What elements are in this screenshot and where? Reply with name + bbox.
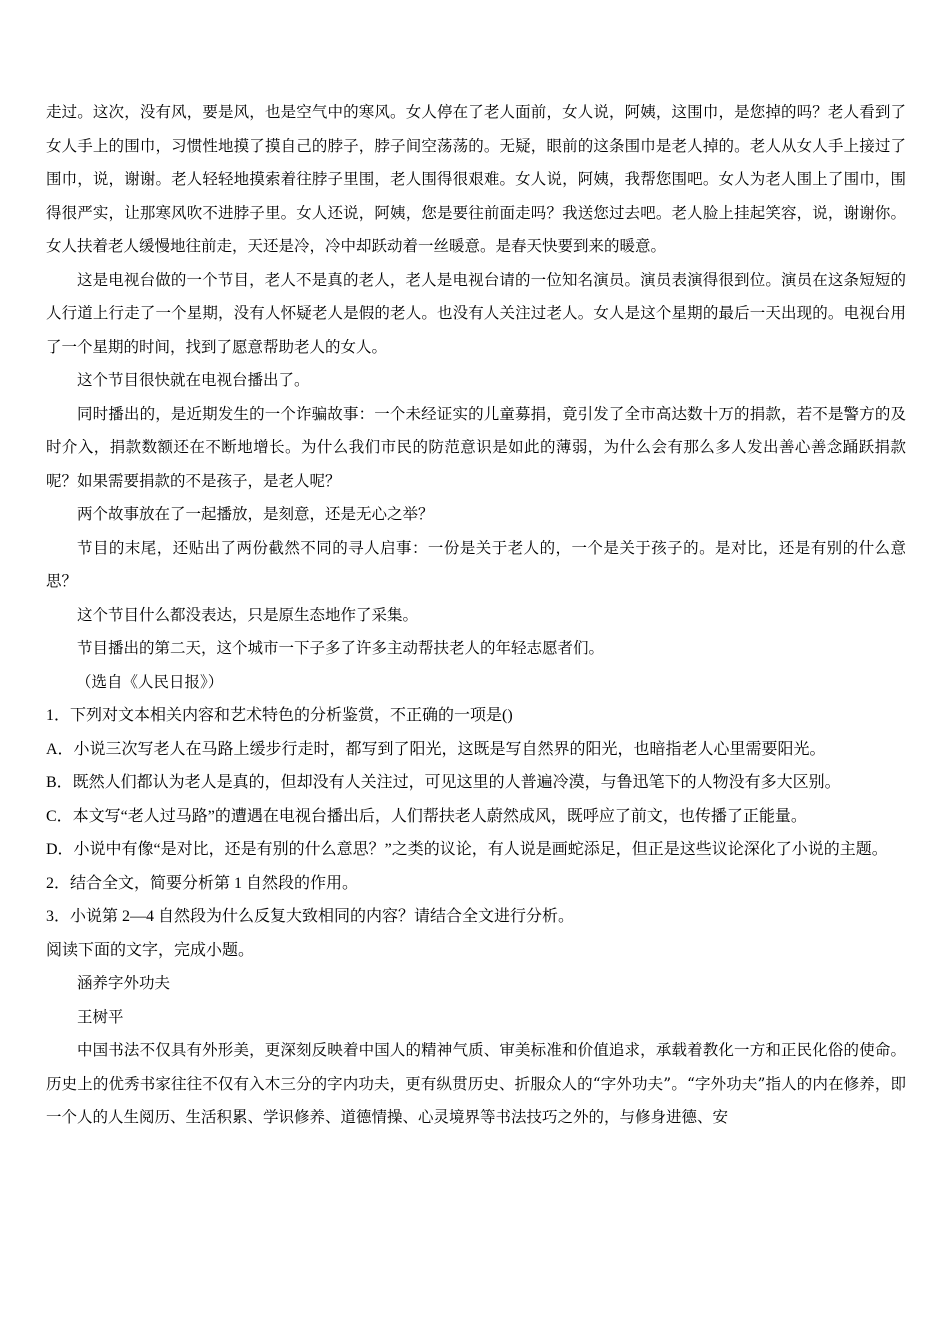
article-title: 涵养字外功夫 — [77, 974, 171, 992]
article-body: 中国书法不仅具有外形美，更深刻反映着中国人的精神气质、审美标准和价值追求，承载着教化一方和正民化俗的使命。历史上的优秀书家往往不仅有入木三分的字内功夫，更有纵贯历史、折服众人的“字外功夫”。“字外功夫”指人的内在修养，即一个人的人生阅历、生活积累、学识修养、道德情操、心灵境界等书法技巧之外的，与修身进德、安 — [46, 1041, 906, 1126]
story-paragraph-7: 这个节目什么都没表达，只是原生态地作了采集。 — [77, 605, 419, 624]
question-1: 1．下列对文本相关内容和艺术特色的分析鉴赏，不正确的一项是() — [46, 707, 513, 724]
option-a: A．小说三次写老人在马路上缓步行走时，都写到了阳光，这既是写自然界的阳光，也暗指老人心里需要阳光。 — [46, 740, 826, 758]
option-b: B．既然人们都认为老人是真的，但却没有人关注过，可见这里的人普遍冷漠，与鲁迅笔下的人物没有多大区别。 — [46, 774, 841, 791]
story-paragraph-4: 同时播出的，是近期发生的一个诈骗故事：一个未经证实的儿童募捐，竟引发了全市高达数十万的捐款，若不是警方的及时介入，捐款数额还在不断地增长。为什么我们市民的防范意识是如此的薄弱，为什么会有那么多人发出善心善念踊跃捐款呢？如果需要捐款的不是孩子，是老人呢？ — [46, 404, 906, 490]
story-paragraph-5: 两个故事放在了一起播放，是刻意，还是无心之举？ — [77, 505, 434, 523]
article-author: 王树平 — [77, 1007, 124, 1026]
story-source: （选自《人民日报》） — [76, 672, 224, 691]
document-page — [46, 96, 906, 1135]
option-c: C．本文写“老人过马路”的遭遇在电视台播出后，人们帮扶老人蔚然成风，既呼应了前文，也传播了正能量。 — [46, 807, 807, 825]
story-paragraph-3: 这个节目很快就在电视台播出了。 — [77, 371, 310, 389]
story-paragraph-6: 节目的末尾，还贴出了两份截然不同的寻人启事：一份是关于老人的，一个是关于孩子的。是对比，还是有别的什么意思？ — [46, 538, 906, 590]
story-paragraph-2: 这是电视台做的一个节目，老人不是真的老人，老人是电视台请的一位知名演员。演员表演得很到位。演员在这条短短的人行道上行走了一个星期，没有人怀疑老人是假的老人。也没有人关注过老人。女人是这个星期的最后一天出现的。电视台用了一个星期的时间，找到了愿意帮助老人的女人。 — [46, 270, 906, 356]
story-paragraph-8: 节目播出的第二天，这个城市一下子多了许多主动帮扶老人的年轻志愿者们。 — [77, 639, 605, 657]
option-d: D．小说中有像“是对比，还是有别的什么意思？”之类的议论，有人说是画蛇添足，但正是这些议论深化了小说的主题。 — [46, 841, 888, 858]
reading-instruction: 阅读下面的文字，完成小题。 — [46, 941, 255, 959]
story-paragraph-1: 走过。这次，没有风，要是风，也是空气中的寒风。女人停在了老人面前，女人说，阿姨，这围巾，是您掉的吗？老人看到了女人手上的围巾，习惯性地摸了摸自己的脖子，脖子间空荡荡的。无疑，眼前的这条围巾是老人掉的。老人从女人手上接过了围巾，说，谢谢。老人轻轻地摸索着往脖子里围，老人围得很艰难。女人说，阿姨，我帮您围吧。女人为老人围上了围巾，围得很严实，让那寒风吹不进脖子里。女人还说，阿姨，您是要往前面走吗？我送您过去吧。老人脸上挂起笑容，说，谢谢你。女人扶着老人缓慢地往前走，天还是冷，冷中却跃动着一丝暖意。是春天快要到来的暖意。 — [46, 103, 906, 255]
question-2: 2．结合全文，简要分析第 1 自然段的作用。 — [46, 874, 359, 892]
question-3: 3．小说第 2—4 自然段为什么反复大致相同的内容？请结合全文进行分析。 — [46, 908, 575, 925]
